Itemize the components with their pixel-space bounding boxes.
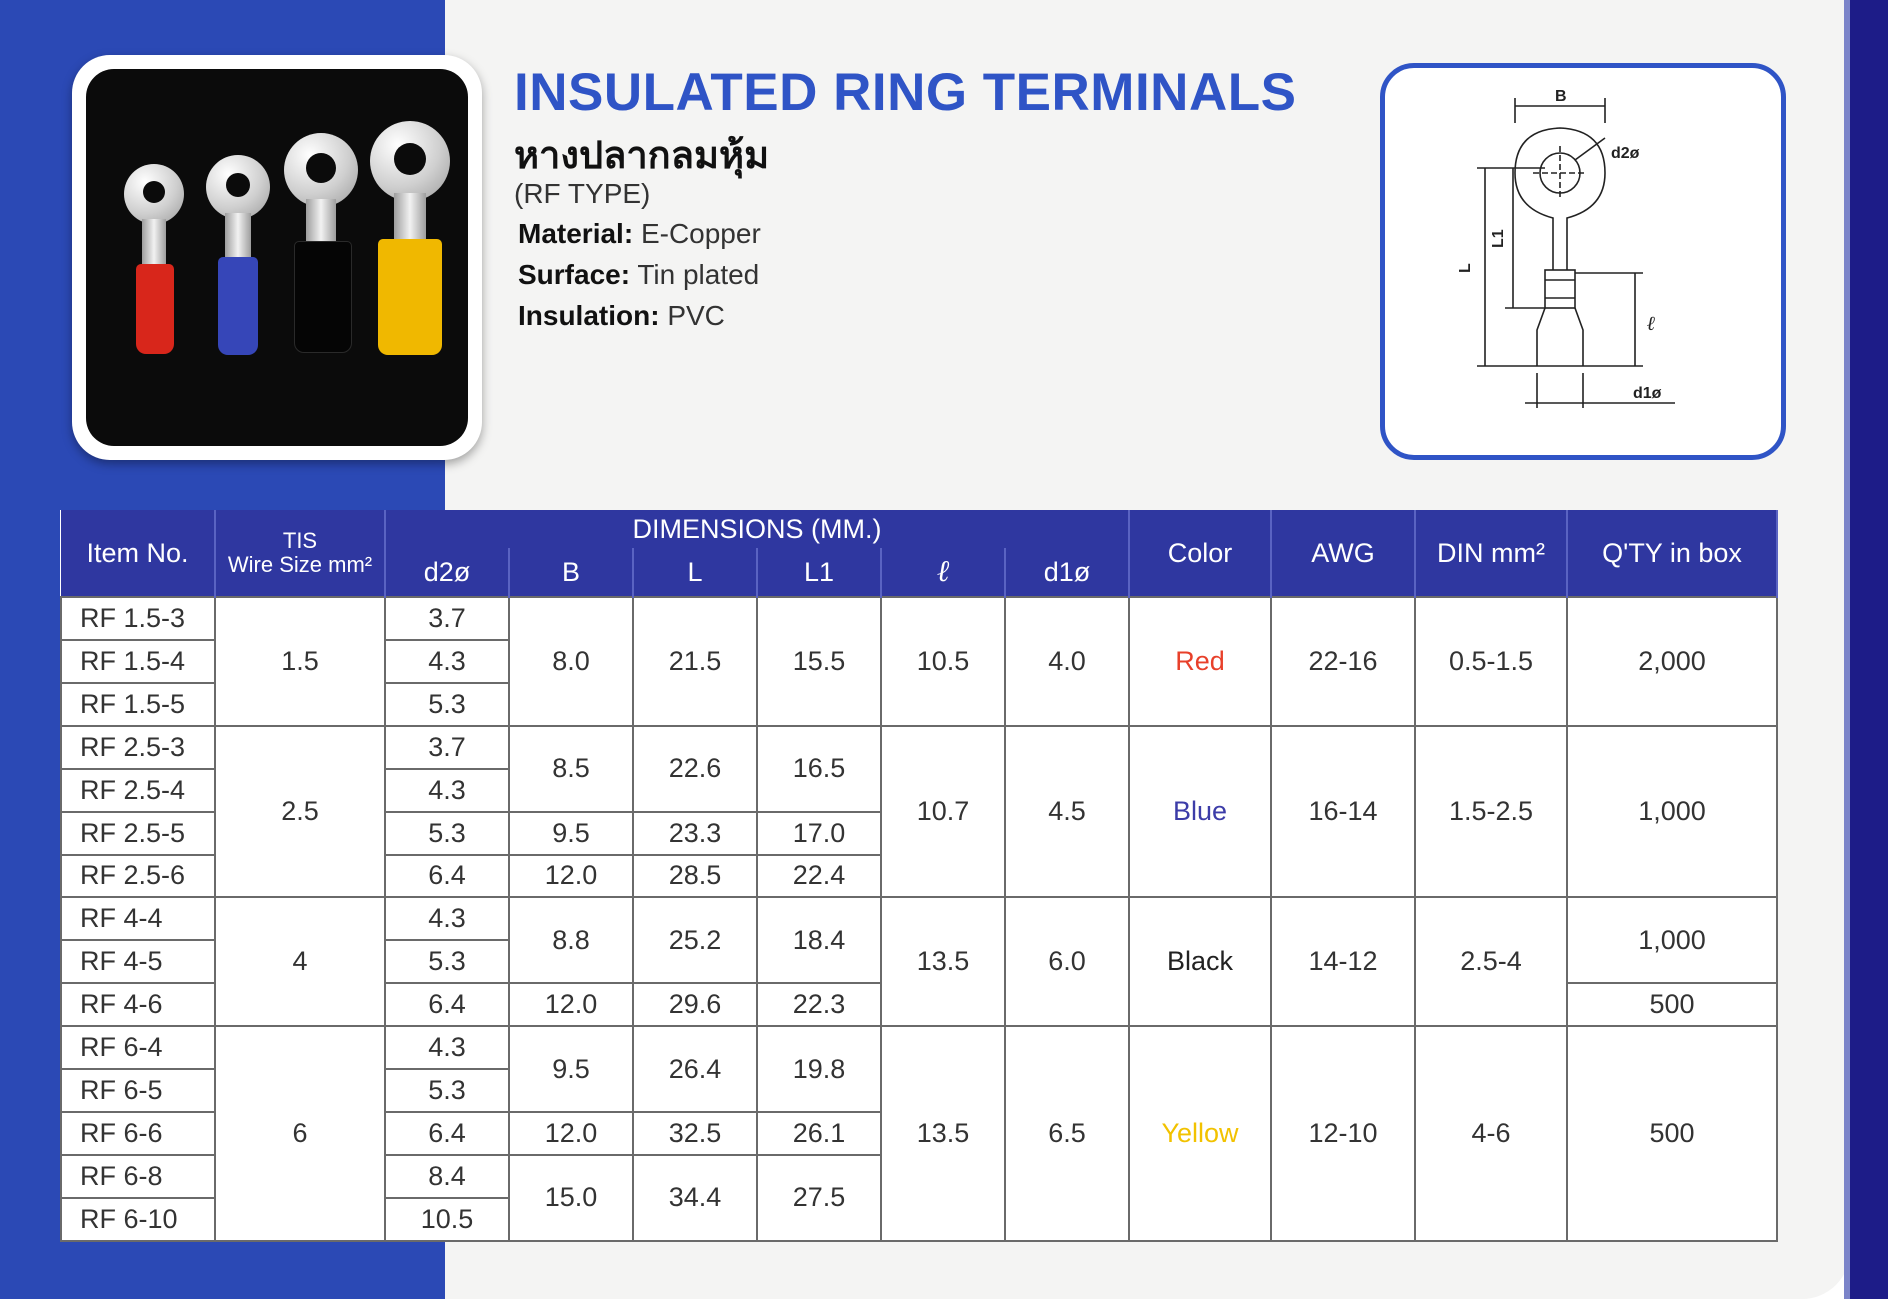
b-value: 12.0	[509, 983, 633, 1026]
item-no: RF 6-10	[61, 1198, 215, 1241]
diagram-label-l: L	[1457, 263, 1474, 273]
d2-value: 5.3	[385, 1069, 509, 1112]
d1-value: 6.5	[1005, 1026, 1129, 1241]
din-value: 4-6	[1415, 1026, 1567, 1241]
awg-value: 22-16	[1271, 597, 1415, 726]
l1-value: 16.5	[757, 726, 881, 812]
header-din: DIN mm²	[1415, 510, 1567, 597]
item-no: RF 2.5-6	[61, 855, 215, 898]
color-value: Black	[1129, 897, 1271, 1026]
page-title: INSULATED RING TERMINALS	[514, 63, 1297, 122]
qty-value: 1,000	[1567, 726, 1777, 898]
header-dimensions: DIMENSIONS (MM.)	[385, 510, 1129, 548]
spec-material: Material: E-Copper	[518, 218, 761, 249]
b-value: 9.5	[509, 1026, 633, 1112]
l1-value: 22.4	[757, 855, 881, 898]
dimension-diagram	[1380, 63, 1786, 460]
d2-value: 3.7	[385, 726, 509, 769]
din-value: 0.5-1.5	[1415, 597, 1567, 726]
d2-value: 4.3	[385, 897, 509, 940]
item-no: RF 2.5-3	[61, 726, 215, 769]
awg-value: 16-14	[1271, 726, 1415, 898]
qty-value: 1,000	[1567, 897, 1777, 983]
diagram-label-ell: ℓ	[1647, 313, 1656, 335]
d1-value: 4.0	[1005, 597, 1129, 726]
color-value: Red	[1129, 597, 1271, 726]
product-photo	[86, 69, 468, 446]
d2-value: 10.5	[385, 1198, 509, 1241]
wire-size: 4	[215, 897, 385, 1026]
header-color: Color	[1129, 510, 1271, 597]
d2-value: 4.3	[385, 640, 509, 683]
l1-value: 27.5	[757, 1155, 881, 1241]
item-no: RF 4-5	[61, 940, 215, 983]
ell-value: 13.5	[881, 1026, 1005, 1241]
wire-size: 2.5	[215, 726, 385, 898]
l-value: 22.6	[633, 726, 757, 812]
table-row	[61, 726, 1777, 769]
item-no: RF 6-5	[61, 1069, 215, 1112]
header-awg: AWG	[1271, 510, 1415, 597]
specification-table	[60, 510, 1778, 1242]
b-value: 8.0	[509, 597, 633, 726]
item-no: RF 6-6	[61, 1112, 215, 1155]
l-value: 21.5	[633, 597, 757, 726]
diagram-label-l1: L1	[1490, 229, 1507, 248]
din-value: 2.5-4	[1415, 897, 1567, 1026]
d1-value: 4.5	[1005, 726, 1129, 898]
b-value: 12.0	[509, 1112, 633, 1155]
l1-value: 17.0	[757, 812, 881, 855]
b-value: 12.0	[509, 855, 633, 898]
din-value: 1.5-2.5	[1415, 726, 1567, 898]
table-row	[61, 897, 1777, 940]
wire-size: 6	[215, 1026, 385, 1241]
ring-terminal-drawing	[1385, 68, 1781, 455]
item-no: RF 4-6	[61, 983, 215, 1026]
header-item-no: Item No.	[61, 510, 215, 597]
awg-value: 12-10	[1271, 1026, 1415, 1241]
product-type: (RF TYPE)	[514, 178, 651, 209]
d1-value: 6.0	[1005, 897, 1129, 1026]
color-value: Blue	[1129, 726, 1271, 898]
item-no: RF 6-4	[61, 1026, 215, 1069]
d2-value: 8.4	[385, 1155, 509, 1198]
header-l1: L1	[757, 548, 881, 597]
d2-value: 3.7	[385, 597, 509, 640]
ell-value: 10.5	[881, 597, 1005, 726]
item-no: RF 1.5-3	[61, 597, 215, 640]
item-no: RF 6-8	[61, 1155, 215, 1198]
table-row	[61, 597, 1777, 640]
d2-value: 4.3	[385, 1026, 509, 1069]
ell-value: 13.5	[881, 897, 1005, 1026]
right-navy-band	[1850, 0, 1888, 1299]
page-title-thai: หางปลากลมหุ้ม	[514, 135, 770, 177]
item-no: RF 2.5-5	[61, 812, 215, 855]
l1-value: 22.3	[757, 983, 881, 1026]
header-qty: Q'TY in box	[1567, 510, 1777, 597]
l1-value: 15.5	[757, 597, 881, 726]
product-photo-frame	[72, 55, 482, 460]
d2-value: 4.3	[385, 769, 509, 812]
b-value: 15.0	[509, 1155, 633, 1241]
l-value: 32.5	[633, 1112, 757, 1155]
d2-value: 6.4	[385, 1112, 509, 1155]
l-value: 28.5	[633, 855, 757, 898]
l1-value: 18.4	[757, 897, 881, 983]
b-value: 8.5	[509, 726, 633, 812]
item-no: RF 1.5-4	[61, 640, 215, 683]
l-value: 23.3	[633, 812, 757, 855]
l1-value: 19.8	[757, 1026, 881, 1112]
spec-insulation: Insulation: PVC	[518, 300, 725, 331]
d2-value: 6.4	[385, 983, 509, 1026]
spec-surface: Surface: Tin plated	[518, 259, 760, 290]
d2-value: 5.3	[385, 683, 509, 726]
diagram-label-b: B	[1555, 88, 1567, 105]
header-b: B	[509, 548, 633, 597]
l1-value: 26.1	[757, 1112, 881, 1155]
diagram-label-d2: d2ø	[1611, 145, 1640, 162]
l-value: 25.2	[633, 897, 757, 983]
awg-value: 14-12	[1271, 897, 1415, 1026]
d2-value: 5.3	[385, 812, 509, 855]
header-tis-wire-size: TIS Wire Size mm²	[215, 510, 385, 597]
item-no: RF 2.5-4	[61, 769, 215, 812]
d2-value: 6.4	[385, 855, 509, 898]
qty-value: 500	[1567, 983, 1777, 1026]
table-row	[61, 1026, 1777, 1069]
item-no: RF 4-4	[61, 897, 215, 940]
l-value: 26.4	[633, 1026, 757, 1112]
color-value: Yellow	[1129, 1026, 1271, 1241]
wire-size: 1.5	[215, 597, 385, 726]
l-value: 34.4	[633, 1155, 757, 1241]
qty-value: 2,000	[1567, 597, 1777, 726]
header-l: L	[633, 548, 757, 597]
b-value: 9.5	[509, 812, 633, 855]
item-no: RF 1.5-5	[61, 683, 215, 726]
qty-value: 500	[1567, 1026, 1777, 1241]
diagram-label-d1: d1ø	[1633, 385, 1662, 402]
header-ell: ℓ	[881, 548, 1005, 597]
d2-value: 5.3	[385, 940, 509, 983]
header-d2: d2ø	[385, 548, 509, 597]
l-value: 29.6	[633, 983, 757, 1026]
b-value: 8.8	[509, 897, 633, 983]
ell-value: 10.7	[881, 726, 1005, 898]
header-d1: d1ø	[1005, 548, 1129, 597]
